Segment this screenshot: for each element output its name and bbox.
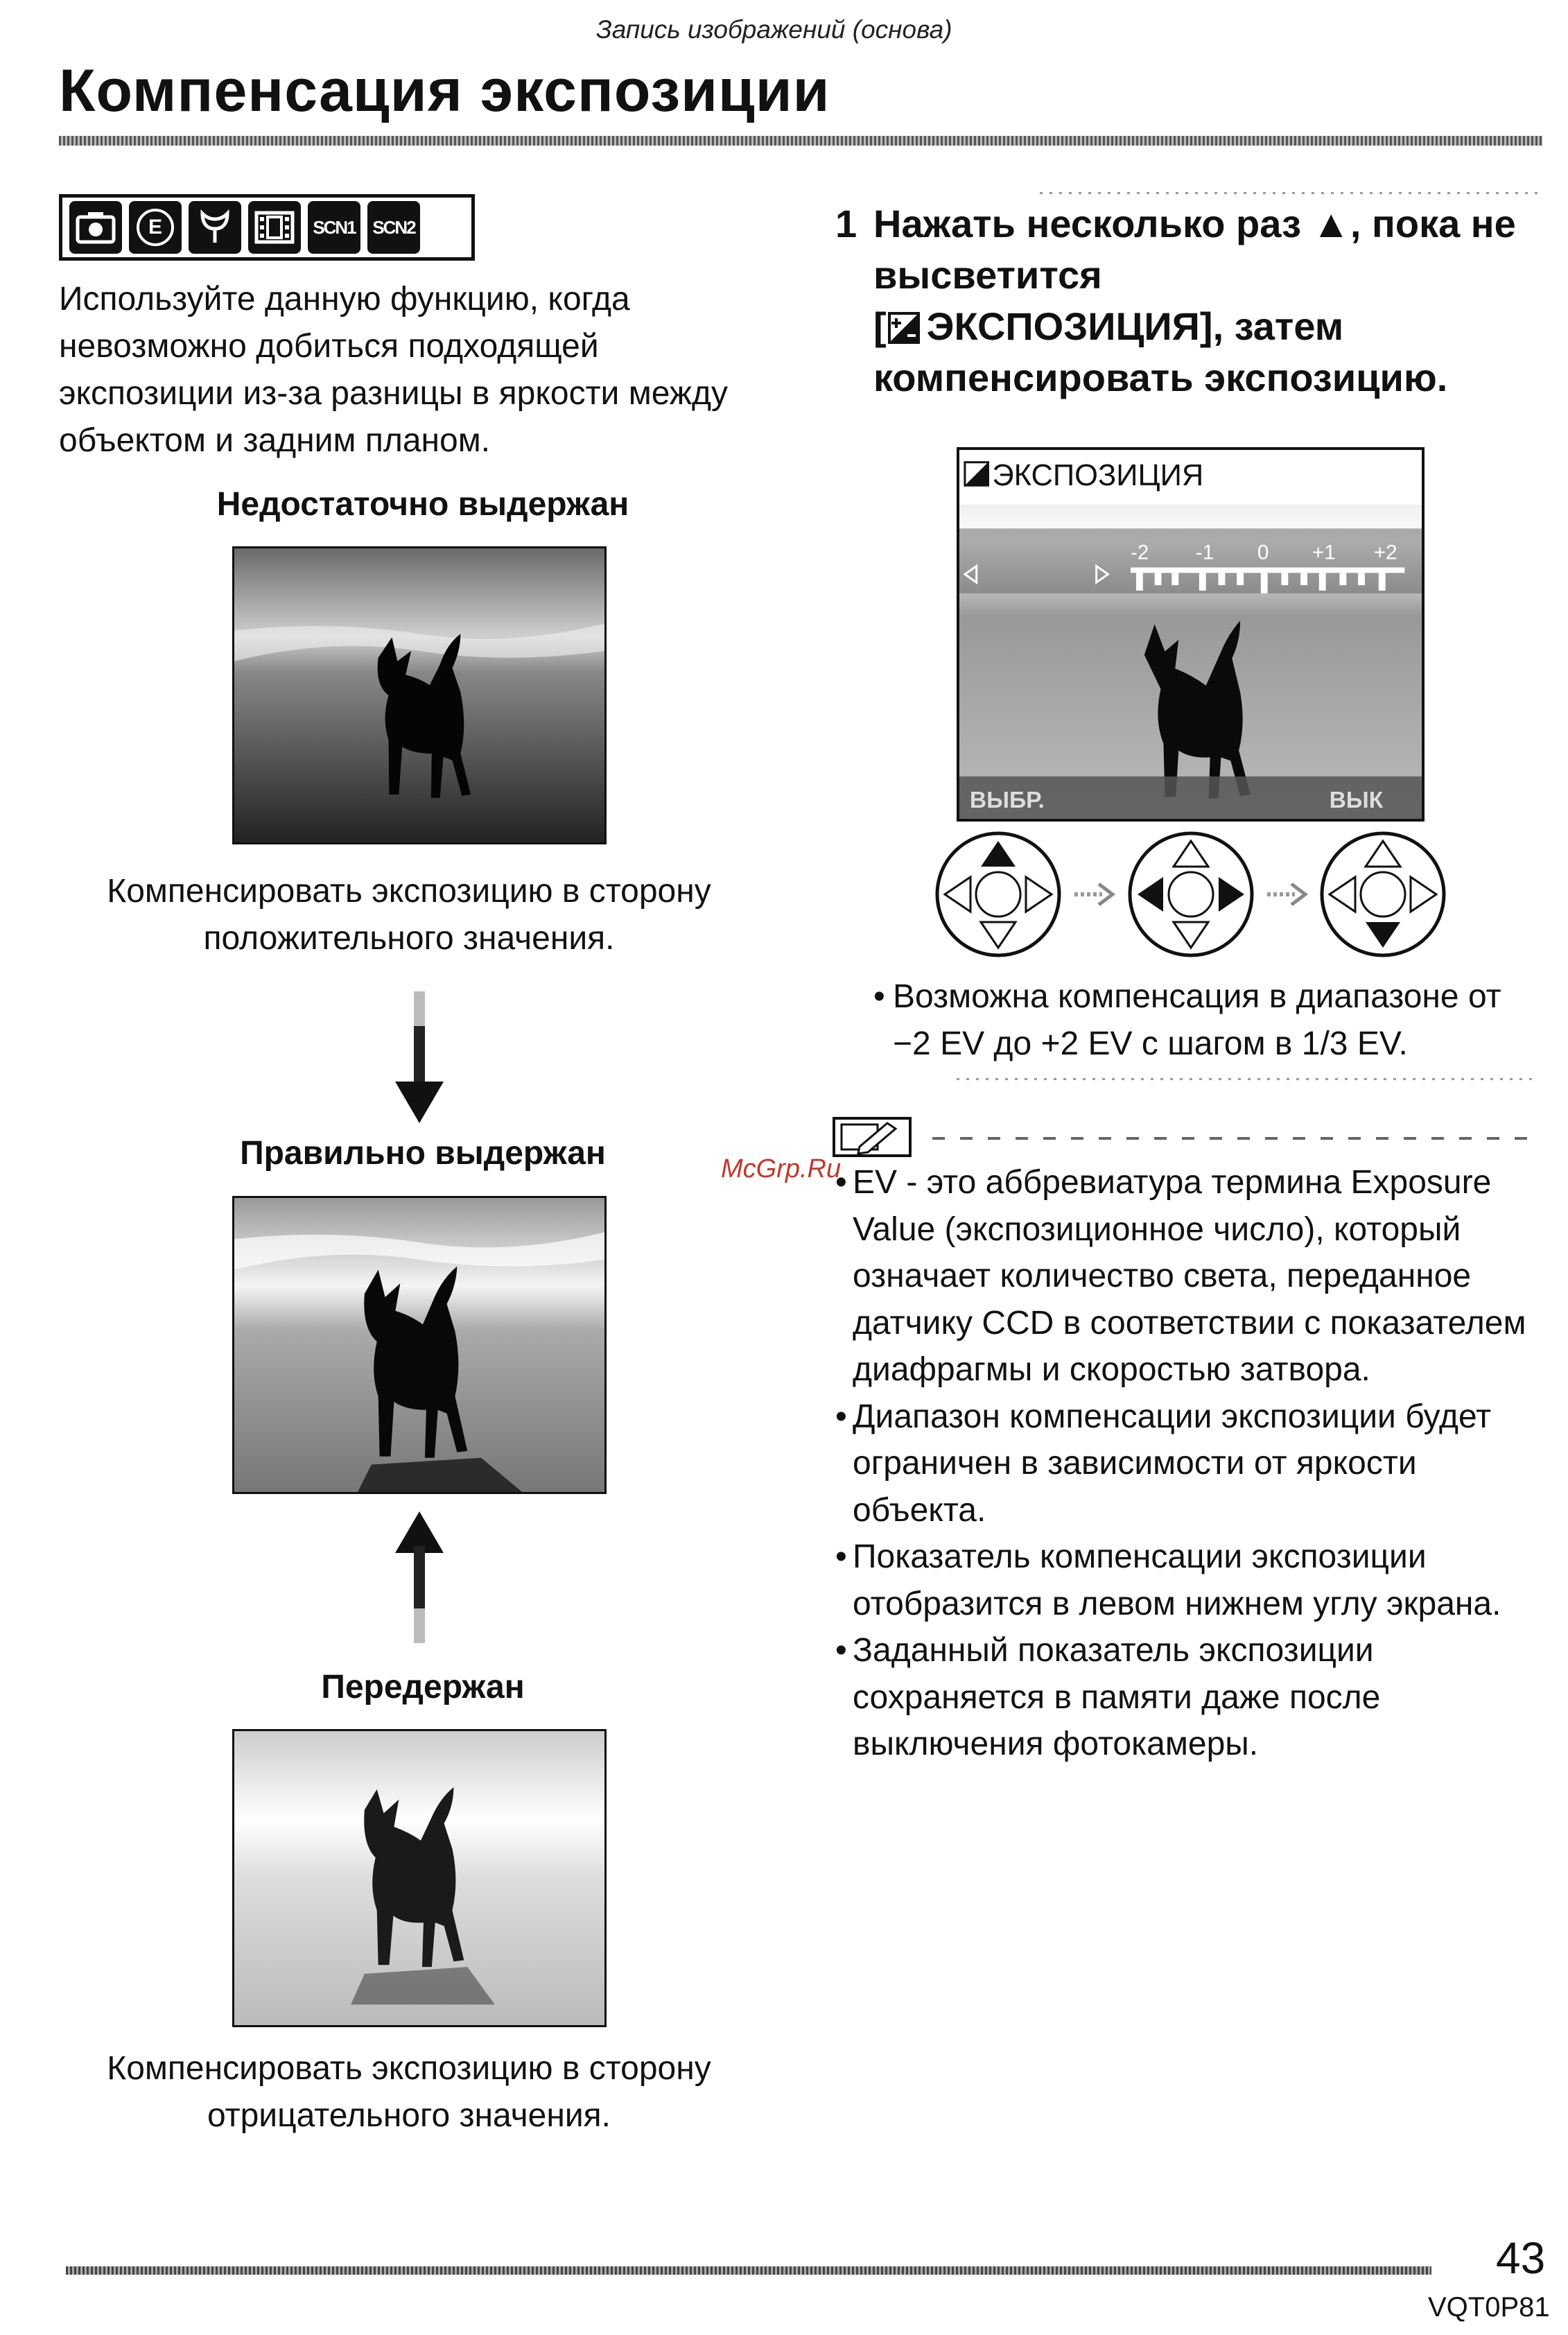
scene2-mode-icon: SCN2 — [367, 201, 420, 254]
scale-mark: +1 — [1312, 541, 1336, 564]
dotted-separator — [1040, 192, 1539, 194]
macro-mode-icon — [189, 201, 241, 254]
dpad-down-pressed-icon — [1322, 833, 1444, 955]
scale-mark: -2 — [1131, 541, 1149, 564]
section-label: Запись изображений (основа) — [596, 15, 952, 44]
note-item: • Диапазон компенсации экспозиции будет ограничен в зависимости от яркости объекта. — [835, 1394, 1549, 1534]
screen-footer-right: ВЫК — [1329, 788, 1384, 814]
screen-footer-left: ВЫБР. — [969, 788, 1045, 814]
range-note-text: Возможна компенсация в диапазоне от −2 EV до +2 EV с шагом в 1/3 EV. — [893, 978, 1501, 1062]
document-code: VQT0P81 — [1428, 2292, 1550, 2323]
underexposed-photo — [232, 546, 607, 844]
overexposed-photo — [232, 1729, 607, 2027]
memo-note-icon — [832, 1116, 915, 1159]
mode-icons-bar — [59, 194, 475, 261]
step-text-2: ЭКСПОЗИЦИЯ], затем компенсировать экспозицию. — [873, 304, 1448, 399]
correct-title: Правильно выдержан — [240, 1135, 606, 1172]
camera-mode-icon — [69, 201, 122, 254]
notes-list — [835, 1159, 1549, 1768]
movie-mode-icon — [248, 201, 301, 254]
title-rule — [59, 136, 1542, 146]
arrow-up-icon — [395, 1511, 444, 1643]
intro-text: Используйте данную функцию, когда невозможно добиться подходящей экспозиции из-за разницы в яркости между объектом и задним планом. — [59, 281, 728, 459]
screen-title: ЭКСПОЗИЦИЯ — [992, 459, 1204, 493]
exposure-icon — [888, 312, 920, 344]
bullet: • — [873, 978, 885, 1015]
memo-divider — [932, 1137, 1542, 1140]
scale-mark: +2 — [1373, 541, 1397, 564]
step-text-1: Нажать несколько раз ▲, пока не высветится — [873, 202, 1516, 297]
range-note — [873, 973, 1539, 1068]
under-note: Компенсировать экспозицию в сторону положительного значения. — [107, 873, 711, 957]
dpad-sequence — [932, 828, 1449, 960]
over-title: Передержан — [321, 1669, 525, 1705]
step-bracket: [ — [873, 304, 887, 348]
dotted-separator — [957, 1078, 1539, 1080]
watermark: McGrp.Ru — [721, 1154, 842, 1183]
step-number: 1 — [835, 202, 857, 245]
page-number: 43 — [1496, 2233, 1546, 2283]
under-title: Недостаточно выдержан — [216, 486, 629, 523]
note-item: • Заданный показатель экспозиции сохраняется в памяти даже после выключения фотокамеры. — [835, 1627, 1549, 1768]
scale-mark: -1 — [1195, 541, 1214, 564]
correct-exposure-photo — [232, 1196, 607, 1494]
step-1 — [835, 198, 1542, 403]
note-item: • Показатель компенсации экспозиции отобразится в левом нижнем углу экрана. — [835, 1534, 1549, 1627]
scale-mark: 0 — [1257, 541, 1269, 564]
dpad-up-pressed-icon — [937, 833, 1059, 955]
note-item: • EV - это аббревиатура термина Exposure Value (экспозиционное число), который означает количество света, переданное датчику CCD в соответствии с показателем диафрагмы и скоростью затвора. — [835, 1159, 1549, 1394]
scene1-mode-icon: SCN1 — [308, 201, 360, 254]
arrow-down-icon — [395, 991, 444, 1123]
dpad-left-right-pressed-icon — [1130, 833, 1252, 955]
camera-lcd-screen — [957, 447, 1425, 822]
bottom-rule — [66, 2266, 1431, 2275]
page-title: Компенсация экспозиции — [59, 58, 830, 124]
over-note: Компенсировать экспозицию в сторону отрицательного значения. — [107, 2050, 711, 2134]
economy-mode-icon: E — [129, 201, 182, 254]
